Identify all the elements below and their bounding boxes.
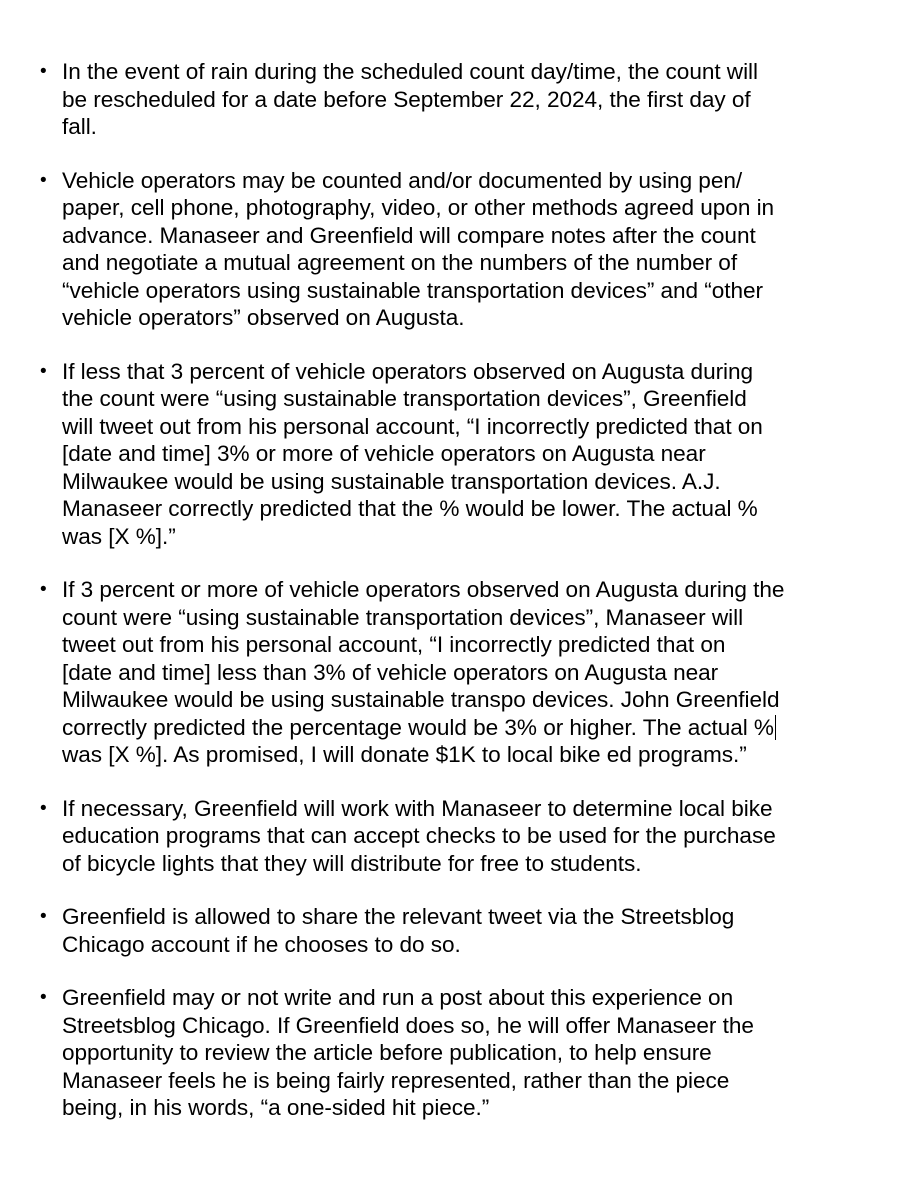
text-line-with-caret [62,714,900,742]
text-line: Milwaukee would be using sustainable transpo devices. John Greenfield [62,687,780,712]
text-line-content: correctly predicted the percentage would be 3% or higher. The actual % [62,714,774,740]
text-line: Manaseer feels he is being fairly represented, rather than the piece [62,1067,730,1093]
text-line: Chicago account if he chooses to do so. [62,931,461,957]
text-line: was [X %].” [62,523,176,549]
bullet-list [0,58,900,1122]
text-line: paper, cell phone, photography, video, or other methods agreed upon in [62,195,775,220]
text-line: advance. Manaseer and Greenfield will compare notes after the count [62,222,756,248]
bullet-item-greenfield-tweet [0,358,900,551]
text-line: and negotiate a mutual agreement on the numbers of the number of [62,250,738,275]
text-line: If 3 percent or more of vehicle operators observed on Augusta during the [62,577,785,602]
text-line: If necessary, Greenfield will work with Manaseer to determine local bike [62,795,773,821]
text-line: [date and time] 3% or more of vehicle operators on Augusta near [62,441,706,466]
text-line: Manaseer correctly predicted that the % would be lower. The actual % [62,496,758,521]
document-body [0,58,900,1148]
text-line: Milwaukee would be using sustainable transportation devices. A.J. [62,468,721,494]
bullet-icon: • [40,579,47,600]
text-line: [date and time] less than 3% of vehicle operators on Augusta near [62,659,719,685]
bullet-item-manaseer-tweet [0,576,900,769]
bullet-item-streetsblog-share [0,903,900,958]
text-line: of bicycle lights that they will distribute for free to students. [62,850,642,876]
bullet-icon: • [40,169,47,191]
bullet-item-rain-reschedule [0,58,900,141]
text-line: was [X %]. As promised, I will donate $1K to local bike ed programs.” [62,742,747,767]
bullet-item-post-review [0,984,900,1122]
text-line: Greenfield may or not write and run a post about this experience on [62,985,734,1010]
bullet-icon: • [40,906,47,927]
text-line: education programs that can accept checks to be used for the purchase [62,823,776,848]
text-line: being, in his words, “a one-sided hit piece.” [62,1095,490,1120]
text-line: opportunity to review the article before publication, to help ensure [62,1040,712,1065]
text-line: the count were “using sustainable transportation devices”, Greenfield [62,386,747,411]
text-line: In the event of rain during the scheduled count day/time, the count will [62,59,758,84]
text-line: Greenfield is allowed to share the relevant tweet via the Streetsblog [62,904,735,929]
text-line: vehicle operators” observed on Augusta. [62,305,465,330]
bullet-item-counting-methods [0,167,900,332]
text-cursor [775,715,777,740]
text-line: If less that 3 percent of vehicle operators observed on Augusta during [62,358,754,384]
text-line: fall. [62,114,97,139]
bullet-item-bike-education [0,795,900,878]
text-line: Streetsblog Chicago. If Greenfield does so, he will offer Manaseer the [62,1012,754,1038]
bullet-icon: • [40,360,47,382]
text-line: count were “using sustainable transportation devices”, Manaseer will [62,604,744,630]
text-line: will tweet out from his personal account, “I incorrectly predicted that on [62,413,763,439]
bullet-icon: • [40,797,47,819]
bullet-icon: • [40,987,47,1008]
bullet-icon: • [40,61,47,82]
text-line: “vehicle operators using sustainable transportation devices” and “other [62,277,764,303]
text-line: tweet out from his personal account, “I incorrectly predicted that on [62,632,726,657]
text-line: Vehicle operators may be counted and/or documented by using pen/ [62,167,743,193]
text-line: be rescheduled for a date before September 22, 2024, the first day of [62,86,751,112]
